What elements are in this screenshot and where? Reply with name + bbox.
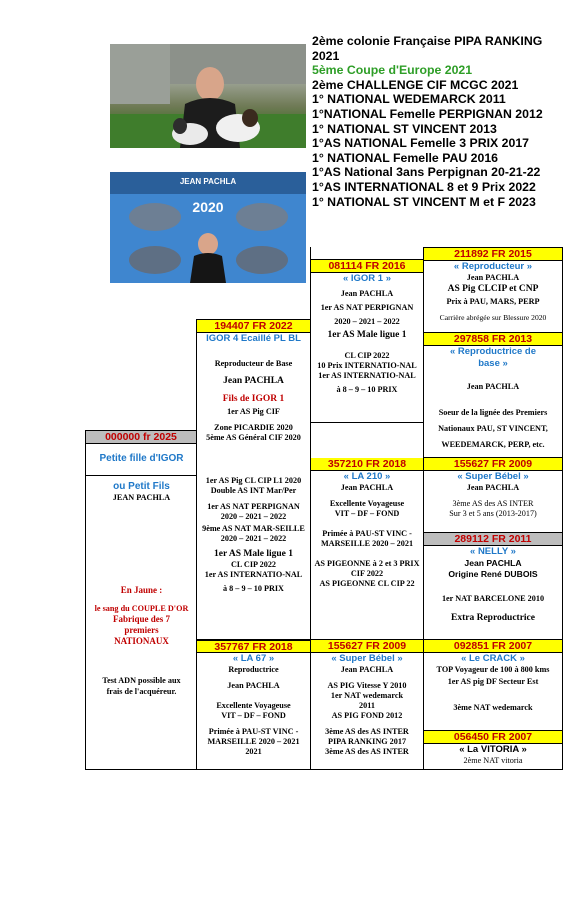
fm-line: AS PIGEONNE CL CIP 22 bbox=[319, 579, 415, 588]
mm-line: 1er NAT wedemarck bbox=[330, 691, 404, 700]
result-item: 5ème Coupe d'Europe 2021 bbox=[312, 63, 473, 78]
adn-text: Test ADN possible aux frais de l'acquéreur. bbox=[102, 676, 181, 696]
g6-block bbox=[424, 744, 563, 770]
mm-line: 3ème AS des AS INTER bbox=[325, 727, 409, 736]
result-item: 1° NATIONAL ST VINCENT M et F 2023 bbox=[312, 194, 536, 209]
mm-line: Jean PACHLA bbox=[340, 665, 394, 674]
mm-name: « Super Bébel » bbox=[331, 653, 403, 664]
mm-ring: 155627 FR 2009 bbox=[311, 640, 424, 653]
subject-ring: 000000 fr 2025 bbox=[86, 431, 197, 444]
pigeon-poster bbox=[110, 172, 306, 283]
ff-line: 1er AS INTERNATIO-NAL bbox=[318, 371, 416, 380]
mother-line: 9ème AS NAT MAR-SEILLE bbox=[202, 524, 305, 533]
ff-line: Jean PACHLA bbox=[340, 289, 394, 298]
mm-line: AS PIG FOND 2012 bbox=[331, 711, 403, 720]
result-item: 1°AS National 3ans Perpignan 20-21-22 bbox=[312, 165, 541, 180]
result-item: 1° NATIONAL WEDEMARCK 2011 bbox=[312, 92, 506, 107]
subject-block bbox=[86, 444, 197, 914]
g4-line: Extra Reproductrice bbox=[451, 613, 535, 623]
g3-name: « Super Bébel » bbox=[457, 471, 529, 482]
mf-line: Excellente Voyageuse bbox=[216, 701, 291, 710]
result-item: 1°AS INTERNATIONAL 8 et 9 Prix 2022 bbox=[312, 179, 536, 194]
g1-line: AS Pig CLCIP et CNP bbox=[447, 284, 539, 294]
father-line: Reproducteur de Base bbox=[214, 359, 293, 368]
g4-line: 1er NAT BARCELONE 2010 bbox=[441, 594, 545, 603]
ff-line: 10 Prix INTERNATIO-NAL bbox=[317, 361, 417, 370]
father-line: 1er AS Pig CIF bbox=[227, 407, 280, 416]
fm-name: « LA 210 » bbox=[343, 471, 391, 482]
g5-name: « Le CRACK » bbox=[461, 653, 525, 664]
father-line: Jean PACHLA bbox=[223, 376, 284, 386]
mm-line: PIPA RANKING 2017 bbox=[327, 737, 407, 746]
result-item: 2ème colonie Française PIPA RANKING 2021 bbox=[312, 34, 543, 63]
father-ring: 194407 FR 2022 bbox=[197, 320, 311, 333]
g4-line: Jean PACHLA bbox=[464, 558, 522, 568]
g3-line: Jean PACHLA bbox=[466, 483, 520, 492]
mother-line: 2020 – 2021 – 2022 bbox=[220, 534, 287, 543]
result-item: 1° NATIONAL Femelle PAU 2016 bbox=[312, 150, 499, 165]
g5-ring: 092851 FR 2007 bbox=[424, 640, 563, 653]
mother-line: 1er AS INTERNATIO-NAL bbox=[204, 570, 303, 579]
g3-line: 3ème AS des AS INTER bbox=[452, 499, 534, 508]
father-block bbox=[197, 333, 311, 470]
g5-line: 1er AS pig DF Secteur Est bbox=[447, 677, 539, 686]
results-list bbox=[312, 34, 562, 209]
breeder-photo bbox=[110, 44, 306, 148]
mother-line: CL CIP 2022 bbox=[230, 560, 277, 569]
mf-line: VIT – DF – FOND bbox=[221, 711, 286, 720]
fm-line: Excellente Voyageuse bbox=[329, 499, 405, 508]
mother-block bbox=[197, 470, 311, 630]
subject-breeder: JEAN PACHLA bbox=[112, 493, 171, 502]
g2-line: Jean PACHLA bbox=[466, 382, 520, 391]
ff-line: CL CIP 2022 bbox=[344, 351, 390, 360]
mm-line: AS PIG Vitesse Y 2010 bbox=[327, 681, 407, 690]
fm-ring: 357210 FR 2018 bbox=[311, 458, 424, 471]
g2-ring: 297858 FR 2013 bbox=[424, 333, 563, 346]
result-item: 1°NATIONAL Femelle PERPIGNAN 2012 bbox=[312, 106, 543, 121]
mf-line: Reproductrice bbox=[228, 665, 279, 674]
g3-line: Sur 3 et 5 ans (2013-2017) bbox=[449, 509, 537, 518]
g4-line: Origine René DUBOIS bbox=[448, 569, 538, 579]
father-name: IGOR 4 Ecaillé PL BL bbox=[206, 333, 301, 344]
g1-name: « Reproducteur » bbox=[453, 261, 533, 272]
fm-line: AS PIGEONNE à 2 et 3 PRIX CIF 2022 bbox=[314, 559, 420, 578]
mother-line: à 8 – 9 – 10 PRIX bbox=[223, 584, 284, 593]
yellow-text: le sang du COUPLE D'OR bbox=[94, 604, 189, 613]
mf-line: Jean PACHLA bbox=[227, 681, 280, 690]
result-item: 2ème CHALLENGE CIF MCGC 2021 bbox=[312, 77, 519, 92]
mother-line: 1er AS Pig CL CIP L1 2020 bbox=[205, 476, 302, 485]
g1-ring: 211892 FR 2015 bbox=[424, 248, 563, 261]
mf-line: 2021 bbox=[245, 747, 262, 756]
mf-ring: 357767 FR 2018 bbox=[197, 640, 311, 653]
poster-year: 2020 bbox=[192, 199, 224, 215]
poster-name: JEAN PACHLA bbox=[179, 177, 237, 186]
g1-line: Prix à PAU, MARS, PERP bbox=[446, 297, 540, 306]
g5-block bbox=[424, 653, 563, 731]
g4-block bbox=[424, 546, 563, 640]
ff-line: à 8 – 9 – 10 PRIX bbox=[336, 385, 398, 394]
g4-ring: 289112 FR 2011 bbox=[424, 533, 563, 546]
g6-ring: 056450 FR 2007 bbox=[424, 731, 563, 744]
g3-ring: 155627 FR 2009 bbox=[424, 458, 563, 471]
father-line: Fils de IGOR 1 bbox=[222, 394, 285, 404]
yellow-title: En Jaune : bbox=[120, 585, 163, 595]
fm-line: Jean PACHLA bbox=[340, 483, 394, 492]
g5-line: 3ème NAT wedemarck bbox=[453, 703, 533, 712]
g2-line: Nationaux PAU, ST VINCENT, bbox=[438, 424, 548, 433]
g3-block bbox=[424, 471, 563, 533]
mf-block bbox=[197, 653, 311, 770]
ff-block bbox=[311, 273, 424, 423]
g2-line: WEEDEMARCK, PERP, etc. bbox=[441, 440, 545, 449]
ff-ring: 081114 FR 2016 bbox=[311, 260, 424, 273]
ff-line: 2020 – 2021 – 2022 bbox=[334, 317, 400, 326]
father-line: Zone PICARDIE 2020 bbox=[214, 423, 293, 432]
result-item: 1° NATIONAL ST VINCENT 2013 bbox=[312, 121, 497, 136]
mf-line: Primée à PAU-ST VINC - MARSEILLE 2020 – 2021 bbox=[207, 727, 300, 746]
g5-line: TOP Voyageur de 100 à 800 kms bbox=[436, 665, 550, 674]
subject-line2: ou Petit Fils bbox=[113, 481, 170, 492]
g1-line: Jean PACHLA bbox=[466, 273, 520, 282]
g1-block bbox=[424, 261, 563, 333]
fabrique-text: Fabrique des 7 premiers NATIONAUX bbox=[112, 614, 170, 646]
father-line: 5ème AS Général CIF 2020 bbox=[206, 433, 301, 442]
g2-block bbox=[424, 346, 563, 458]
fm-line: Primée à PAU-ST VINC - MARSEILLE 2020 – 2021 bbox=[320, 529, 414, 548]
g6-name: « La VITORIA » bbox=[459, 744, 527, 755]
ff-line: 1er AS NAT PERPIGNAN bbox=[320, 303, 414, 312]
mf-name: « LA 67 » bbox=[232, 653, 275, 664]
fm-block bbox=[311, 471, 424, 640]
g1-line: Carrière abrégée sur Blessure 2020 bbox=[439, 313, 547, 322]
ff-name: « IGOR 1 » bbox=[342, 273, 392, 284]
fm-line: VIT – DF – FOND bbox=[334, 509, 400, 518]
mm-line: 3ème AS des AS INTER bbox=[325, 747, 409, 756]
mm-line: 2011 bbox=[359, 701, 375, 710]
mother-line: 2020 – 2021 – 2022 bbox=[220, 512, 287, 521]
result-item: 1°AS NATIONAL Femelle 3 PRIX 2017 bbox=[312, 136, 530, 151]
g2-line: Soeur de la lignée des Premiers bbox=[438, 408, 548, 417]
g6-line: 2ème NAT vitoria bbox=[463, 756, 523, 765]
mother-line: Double AS INT Mar/Per bbox=[210, 486, 297, 495]
mother-line: 1er AS NAT PERPIGNAN bbox=[207, 502, 300, 511]
subject-line1: Petite fille d'IGOR bbox=[99, 453, 184, 464]
mother-line: 1er AS Male ligue 1 bbox=[214, 549, 293, 559]
ff-line: 1er AS Male ligue 1 bbox=[327, 330, 407, 340]
g4-name: « NELLY » bbox=[470, 546, 516, 557]
mm-block bbox=[311, 653, 424, 770]
g2-name: « Reproductrice de base » bbox=[449, 346, 537, 369]
